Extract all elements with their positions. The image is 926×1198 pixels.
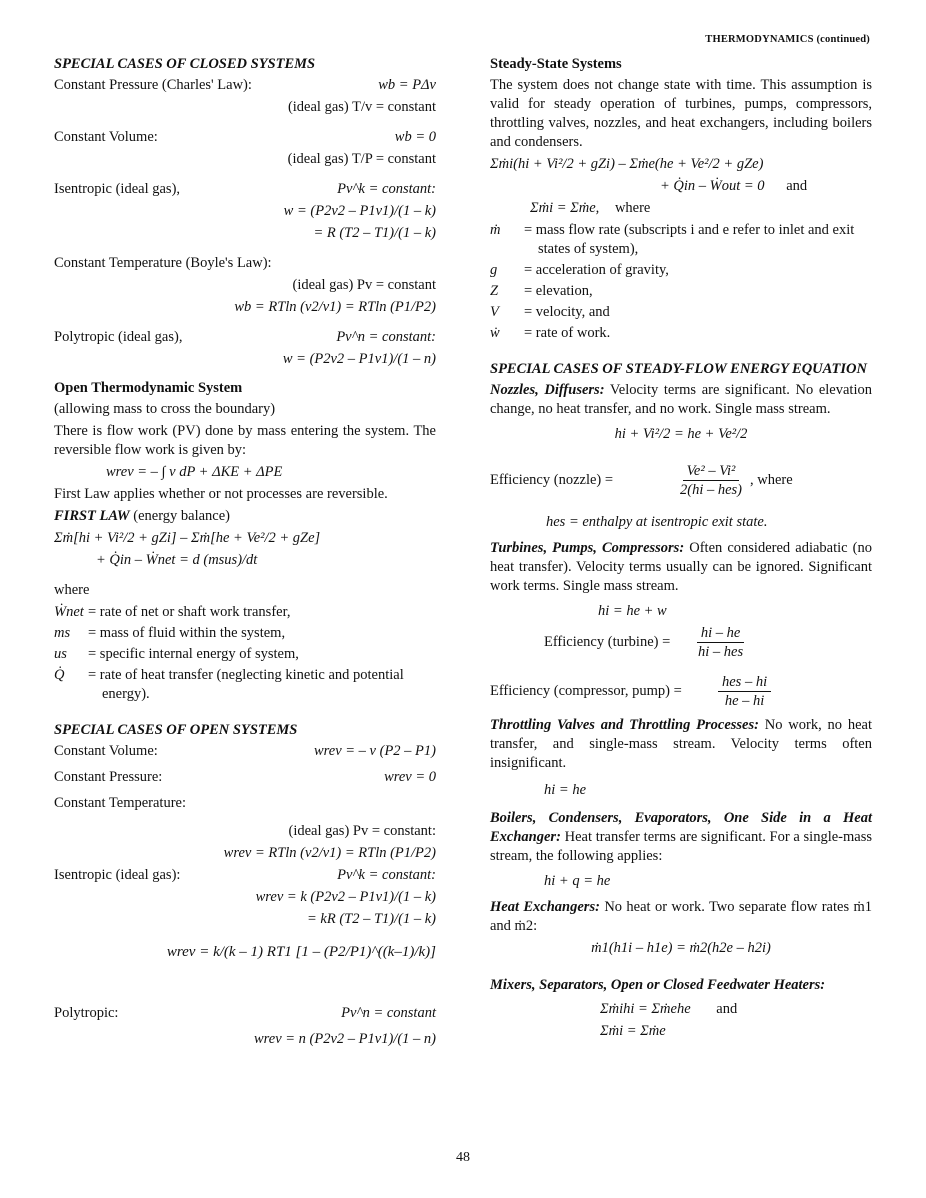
row-formula: Pv^k = constant: [337,181,436,197]
row-formula: wrev = n (P2v2 – P1v1)/(1 – n) [254,1031,436,1047]
efficiency-label: Efficiency (turbine) = [544,634,671,650]
steady-state-equation-3: Σṁi = Σṁe, [530,200,600,216]
closed-row [54,128,436,147]
row-formula: (ideal gas) T/P = constant [287,151,436,167]
steady-flow-cases-title: SPECIAL CASES OF STEADY-FLOW ENERGY EQUATION [490,361,867,377]
nozzles-title: Nozzles, Diffusers: [490,382,605,398]
row-formula: (ideal gas) Pv = constant [292,277,436,293]
and-word: and [716,1001,738,1017]
definition-text: = rate of heat transfer (neglecting kinetic and potential energy). [88,667,404,702]
mixers-equation-1: Σṁihi = Σṁehe [600,1001,691,1017]
row-label: Constant Volume: [54,743,158,759]
definition-row [54,645,436,664]
row-formula: wrev = – v (P2 – P1) [314,743,436,759]
row-label: Constant Volume: [54,129,158,145]
definition-text: = acceleration of gravity, [524,262,669,278]
throttling-equation: hi = he [544,782,586,798]
definition-row [490,324,872,343]
nozzle-equation: hi + Vi²/2 = he + Ve²/2 [614,426,748,442]
first-law-subtitle: (energy balance) [133,508,230,524]
throttling-title: Throttling Valves and Throttling Processes: [490,717,759,733]
definition-text: = rate of work. [524,325,611,341]
first-law-note: First Law applies whether or not processes are reversible. [54,486,388,502]
row-formula: w = (P2v2 – P1v1)/(1 – k) [283,203,436,219]
definition-text: = specific internal energy of system, [88,646,299,662]
definition-row [54,603,436,622]
steady-state-equation-2-row [490,177,872,196]
definition-symbol: ms [54,625,71,641]
boilers-equation: hi + q = he [544,873,611,889]
definition-text: = rate of net or shaft work transfer, [88,604,291,620]
row-formula: = kR (T2 – T1)/(1 – k) [307,911,436,927]
row-formula: wrev = RTln (v2/v1) = RTln (P1/P2) [223,845,436,861]
mixers-equation-2: Σṁi = Σṁe [600,1023,666,1039]
steady-state-paragraph: The system does not change state with time. This assumption is valid for steady operation of turbines, pumps, compressors, throttling valves, nozzles, and heat exchangers, including boilers and condensers. [490,77,872,150]
left-column [54,56,436,1052]
definition-symbol: Z [490,283,499,299]
where-label: where [54,582,90,598]
definition-row [54,666,436,704]
fraction-numerator: Ve² – Vi² [683,462,740,481]
closed-systems-title: SPECIAL CASES OF CLOSED SYSTEMS [54,56,316,72]
fraction-denominator: he – hi [724,693,765,709]
row-formula: = R (T2 – T1)/(1 – k) [313,225,436,241]
row-formula: wrev = k (P2v2 – P1v1)/(1 – k) [255,889,436,905]
closed-row [54,254,436,273]
open-row [54,866,436,885]
isentropic-wrev-equation: wrev = k/(k – 1) RT1 [1 – (P2/P1)^((k–1)/k)] [166,944,436,960]
fraction-numerator: hi – he [697,624,744,643]
row-formula: (ideal gas) Pv = constant: [288,823,436,839]
heat-exchangers-title: Heat Exchangers: [490,899,600,915]
open-system-subtitle: (allowing mass to cross the boundary) [54,401,276,417]
right-column [490,56,872,1044]
definition-text: = velocity, and [524,304,610,320]
turbines-text: Often considered adiabatic (no heat transfer). Velocity terms usually can be ignored. Significant work terms. Single mass stream. [490,540,873,594]
row-label: Polytropic: [54,1005,119,1021]
definition-symbol: Q̇ [54,667,65,683]
row-formula: wb = RTln (v2/v1) = RTln (P1/P2) [234,299,436,315]
boilers-paragraph [490,809,872,866]
mixers-equation-1-row [490,1000,872,1019]
definition-row [54,624,436,643]
closed-row [54,180,436,199]
turbine-equation: hi = he + w [598,603,667,619]
row-label: Constant Pressure: [54,769,163,785]
efficiency-suffix: , where [750,472,793,488]
efficiency-label: Efficiency (compressor, pump) = [490,683,682,699]
open-row [54,794,436,813]
boilers-text: Heat transfer terms are significant. For a single-mass stream, the following applies: [490,829,873,864]
definition-text: = elevation, [524,283,593,299]
row-formula: w = (P2v2 – P1v1)/(1 – n) [282,351,436,367]
row-formula: wb = PΔv [378,77,436,93]
efficiency-label: Efficiency (nozzle) = [490,472,614,488]
compressor-efficiency [490,673,872,710]
turbine-efficiency [490,624,872,661]
nozzle-efficiency [490,462,872,499]
definition-symbol: Ẇnet [54,604,84,620]
open-systems-cases-title: SPECIAL CASES OF OPEN SYSTEMS [54,722,298,738]
row-label: Isentropic (ideal gas): [54,867,181,883]
definition-symbol: us [54,646,67,662]
steady-state-title: Steady-State Systems [490,56,622,72]
nozzles-text: Velocity terms are significant. No elevation change, no heat transfer, and no work. Single mass stream. [490,382,872,417]
row-formula: Pv^k = constant: [337,867,436,883]
open-row [54,768,436,787]
steady-state-equation-2: + Q̇in – Ẇout = 0 [660,178,765,194]
definition-row [490,261,872,280]
running-header: THERMODYNAMICS (continued) [705,34,870,45]
open-system-title: Open Thermodynamic System [54,380,243,396]
throttling-paragraph [490,716,872,773]
definition-text: = mass flow rate (subscripts i and e refer to inlet and exit states of system), [524,222,855,257]
efficiency-fraction [718,673,771,710]
heat-exchangers-paragraph [490,898,872,936]
mixers-title: Mixers, Separators, Open or Closed Feedwater Heaters: [490,977,826,993]
row-formula: Pv^n = constant [341,1005,436,1021]
definition-symbol: V [490,304,499,320]
row-label: Constant Temperature: [54,795,187,811]
definition-symbol: ẇ [490,325,500,341]
first-law-title: FIRST LAW [54,508,130,524]
row-formula: wrev = 0 [384,769,436,785]
page-number: 48 [456,1150,470,1165]
hes-definition: hes = enthalpy at isentropic exit state. [546,514,768,530]
and-word: and [786,178,808,194]
throttling-text: No work, no heat transfer, and single-mass stream. Velocity terms often insignificant. [490,717,873,771]
definition-symbol: g [490,262,498,278]
definition-text: = mass of fluid within the system, [88,625,286,641]
steady-state-equation-3-row [490,199,872,218]
row-formula: wb = 0 [394,129,436,145]
open-system-paragraph: There is flow work (PV) done by mass entering the system. The reversible flow work is given by: [54,423,436,458]
boilers-title: Boilers, Condensers, Evaporators, One Side in a Heat Exchanger: [490,810,872,845]
turbines-title: Turbines, Pumps, Compressors: [490,540,685,556]
where-word: where [614,200,651,216]
fraction-numerator: hes – hi [718,673,771,692]
row-label: Isentropic (ideal gas), [54,181,181,197]
row-label: Polytropic (ideal gas), [54,329,183,345]
wrev-equation: wrev = – ∫ v dP + ΔKE + ΔPE [106,464,283,480]
heat-exchanger-equation: ṁ1(h1i – h1e) = ṁ2(h2e – h2i) [591,940,771,956]
steady-state-equation-1: Σṁi(hi + Vi²/2 + gZi) – Σṁe(he + Ve²/2 + gZe) [490,156,764,172]
row-label: Constant Pressure (Charles' Law): [54,77,252,93]
row-formula: Pv^n = constant: [336,329,436,345]
heat-exchangers-text: No heat or work. Two separate flow rates ṁ1 and ṁ2: [490,899,873,934]
definition-row [490,282,872,301]
row-label: Constant Temperature (Boyle's Law): [54,255,272,271]
definition-symbol: ṁ [490,222,501,238]
definition-row [490,221,872,259]
definition-row [490,303,872,322]
open-row [54,1004,436,1023]
turbines-paragraph [490,539,872,596]
fraction-denominator: hi – hes [698,644,744,660]
fraction-denominator: 2(hi – hes) [680,482,743,498]
nozzles-paragraph [490,381,872,419]
first-law-equation-2: + Q̇in – Ẇnet = d (msus)/dt [96,552,258,568]
efficiency-fraction [676,462,746,499]
closed-row [54,328,436,347]
row-formula: (ideal gas) T/v = constant [287,99,436,115]
efficiency-fraction [694,624,747,661]
closed-row [54,76,436,95]
first-law-equation-1: Σṁ[hi + Vi²/2 + gZi] – Σṁ[he + Ve²/2 + gZe] [54,530,321,546]
open-row [54,742,436,761]
first-law-heading [54,507,436,526]
